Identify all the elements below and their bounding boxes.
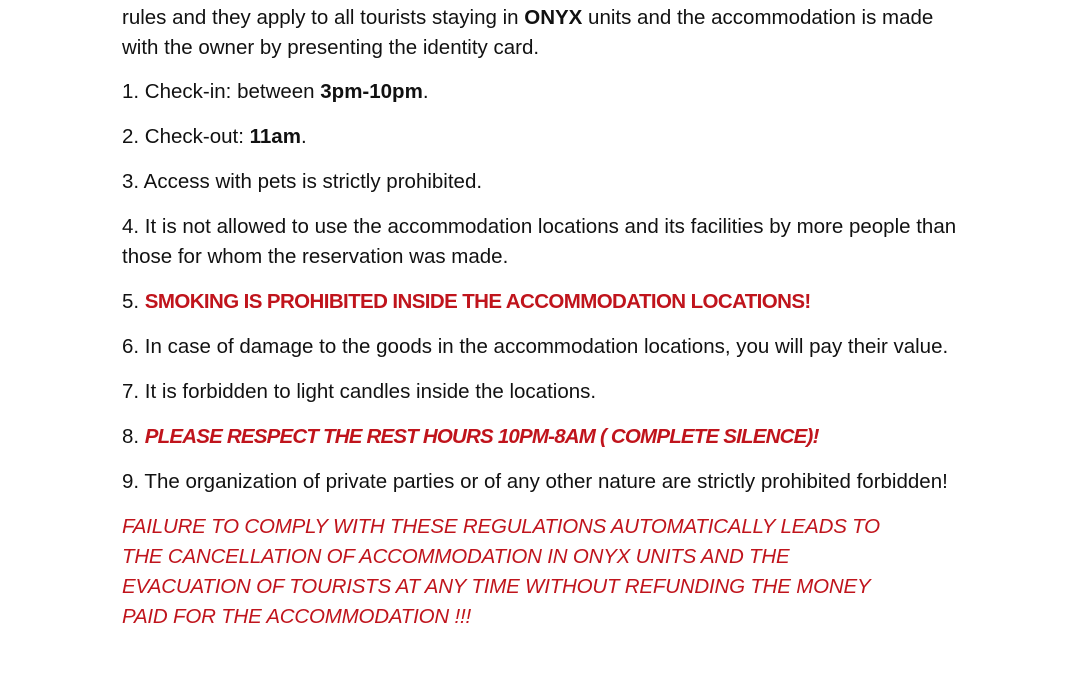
intro-text-start: rules and they apply to all tourists staying in xyxy=(122,6,525,29)
rule-number: 6. xyxy=(122,335,145,358)
rule-text: It is forbidden to light candles inside the locations. xyxy=(144,380,597,403)
rule-text: It is not allowed to use the accommodation locations and its facilities by more people than those for whom the reservation was made. xyxy=(122,215,957,268)
rule-3-pets xyxy=(122,167,962,197)
rule-5-smoking xyxy=(122,287,962,317)
rule-1-checkin xyxy=(122,77,962,107)
rule-number: 3. xyxy=(122,170,144,193)
rule-text: Check-in: between xyxy=(144,80,321,103)
rule-2-checkout xyxy=(122,122,962,152)
failure-warning-line: THE CANCELLATION OF ACCOMMODATION IN ONYX UNITS AND THE xyxy=(122,545,790,568)
rule-period: . xyxy=(422,80,429,103)
brand-name: ONYX xyxy=(524,6,583,29)
failure-warning-line: EVACUATION OF TOURISTS AT ANY TIME WITHOUT REFUNDING THE MONEY xyxy=(122,575,871,598)
intro-text-end: units and the accommodation is made with the owner by presenting the identity card. xyxy=(122,6,934,59)
rule-text: Access with pets is strictly prohibited. xyxy=(143,170,483,193)
failure-warning-line: FAILURE TO COMPLY WITH THESE REGULATIONS AUTOMATICALLY LEADS TO xyxy=(122,515,880,538)
rule-number: 8. xyxy=(122,425,145,448)
checkout-time: 11am xyxy=(249,125,301,148)
rest-hours-warning: PLEASE RESPECT THE REST HOURS 10PM-8AM ( COMPLETE SILENCE)! xyxy=(144,425,819,448)
rule-number: 4. xyxy=(122,215,145,238)
regulations-document xyxy=(122,3,962,632)
rule-8-rest-hours xyxy=(122,422,962,452)
rule-period: . xyxy=(300,125,307,148)
failure-warning-line: PAID FOR THE ACCOMMODATION !!! xyxy=(122,605,471,628)
failure-warning xyxy=(122,512,962,632)
rule-4-occupancy xyxy=(122,212,962,272)
rule-number: 1. xyxy=(122,80,145,103)
rule-7-candles xyxy=(122,377,962,407)
rule-9-parties xyxy=(122,467,962,497)
rule-number: 9. xyxy=(122,470,145,493)
rule-number: 2. xyxy=(122,125,145,148)
intro-paragraph xyxy=(122,3,962,63)
rule-number: 5. xyxy=(122,290,145,313)
smoking-warning: SMOKING IS PROHIBITED INSIDE THE ACCOMMODATION LOCATIONS! xyxy=(144,290,811,313)
rule-text: Check-out: xyxy=(144,125,250,148)
checkin-time: 3pm-10pm xyxy=(320,80,423,103)
rule-6-damage xyxy=(122,332,962,362)
rule-number: 7. xyxy=(122,380,145,403)
rule-text: The organization of private parties or of any other nature are strictly prohibited forbidden! xyxy=(144,470,948,493)
rule-text: In case of damage to the goods in the accommodation locations, you will pay their value. xyxy=(144,335,949,358)
